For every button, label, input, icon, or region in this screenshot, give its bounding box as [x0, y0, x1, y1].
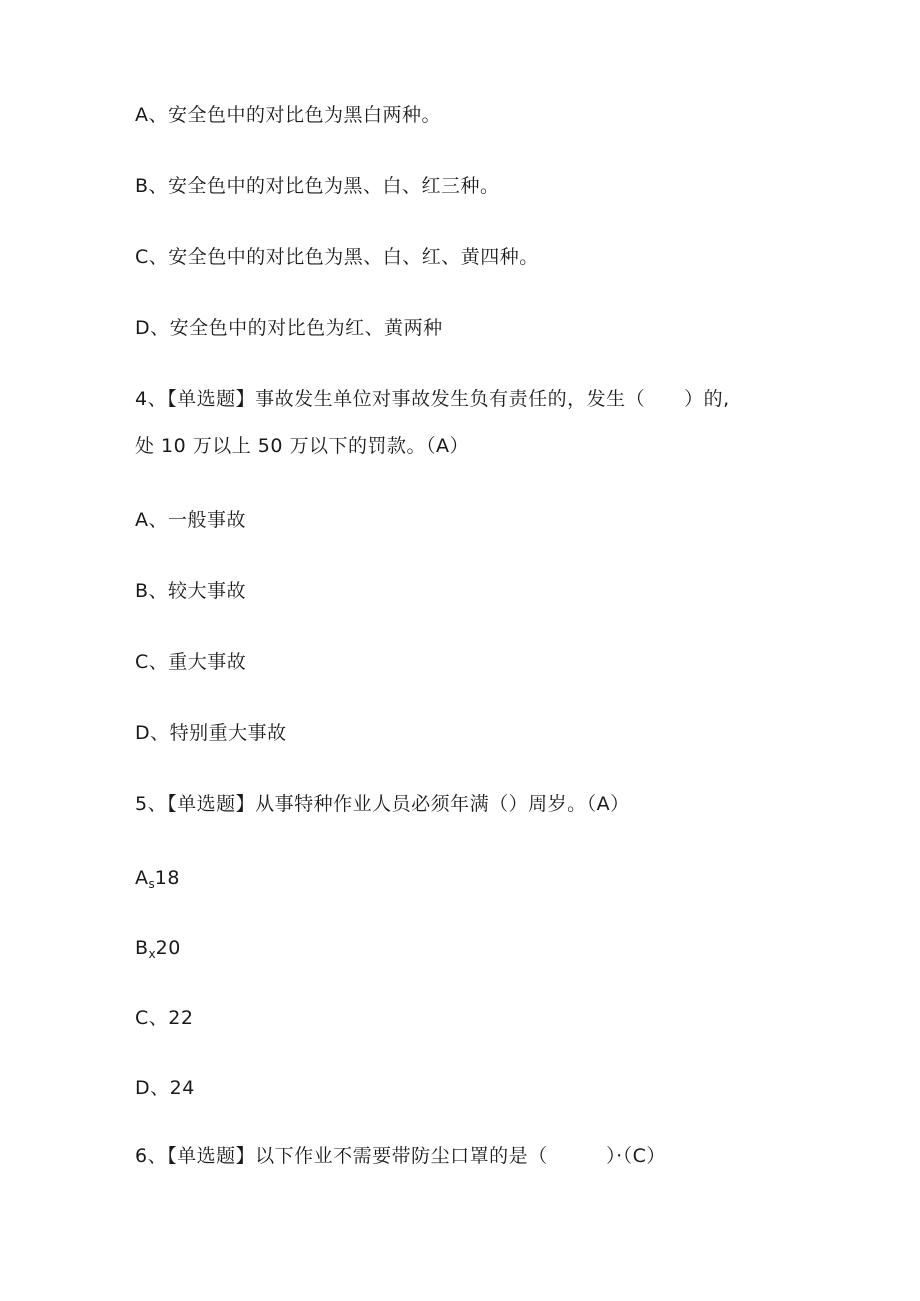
q4-stem-line1: 4、【单选题】事故发生单位对事故发生负有责任的，发生（ ）的, — [135, 388, 730, 410]
q4-option-a: A、一般事故 — [135, 509, 246, 531]
q3-option-b: B、安全色中的对比色为黑、白、红三种。 — [135, 175, 500, 197]
q4-option-c: C、重大事故 — [135, 651, 247, 673]
q5-option-b-letter: B — [135, 937, 149, 959]
q5-option-a-value: 18 — [154, 867, 180, 889]
q3-option-a: A、安全色中的对比色为黑白两种。 — [135, 104, 441, 126]
q3-option-d: D、安全色中的对比色为红、黄两种 — [135, 317, 443, 339]
q5-option-a-sub: s — [148, 877, 155, 891]
q5-stem: 5、【单选题】从事特种作业人员必须年满（）周岁。（A） — [135, 793, 630, 815]
q4-option-b: B、较大事故 — [135, 580, 247, 602]
q5-option-a — [135, 866, 180, 892]
q5-option-a-letter: A — [135, 867, 149, 889]
q5-option-d: D、24 — [135, 1077, 195, 1099]
q5-option-c: C、22 — [135, 1007, 194, 1029]
q5-option-b-sub: x — [148, 947, 156, 961]
q5-option-b-value: 20 — [155, 937, 181, 959]
q3-option-c: C、安全色中的对比色为黑、白、红、黄四种。 — [135, 246, 539, 268]
q4-stem-line2: 处 10 万以上 50 万以下的罚款。（A） — [135, 435, 470, 457]
q4-option-d: D、特别重大事故 — [135, 722, 287, 744]
q6-stem: 6、【单选题】以下作业不需要带防尘口罩的是（ ）·（C） — [135, 1145, 666, 1167]
q5-option-b — [135, 936, 181, 962]
